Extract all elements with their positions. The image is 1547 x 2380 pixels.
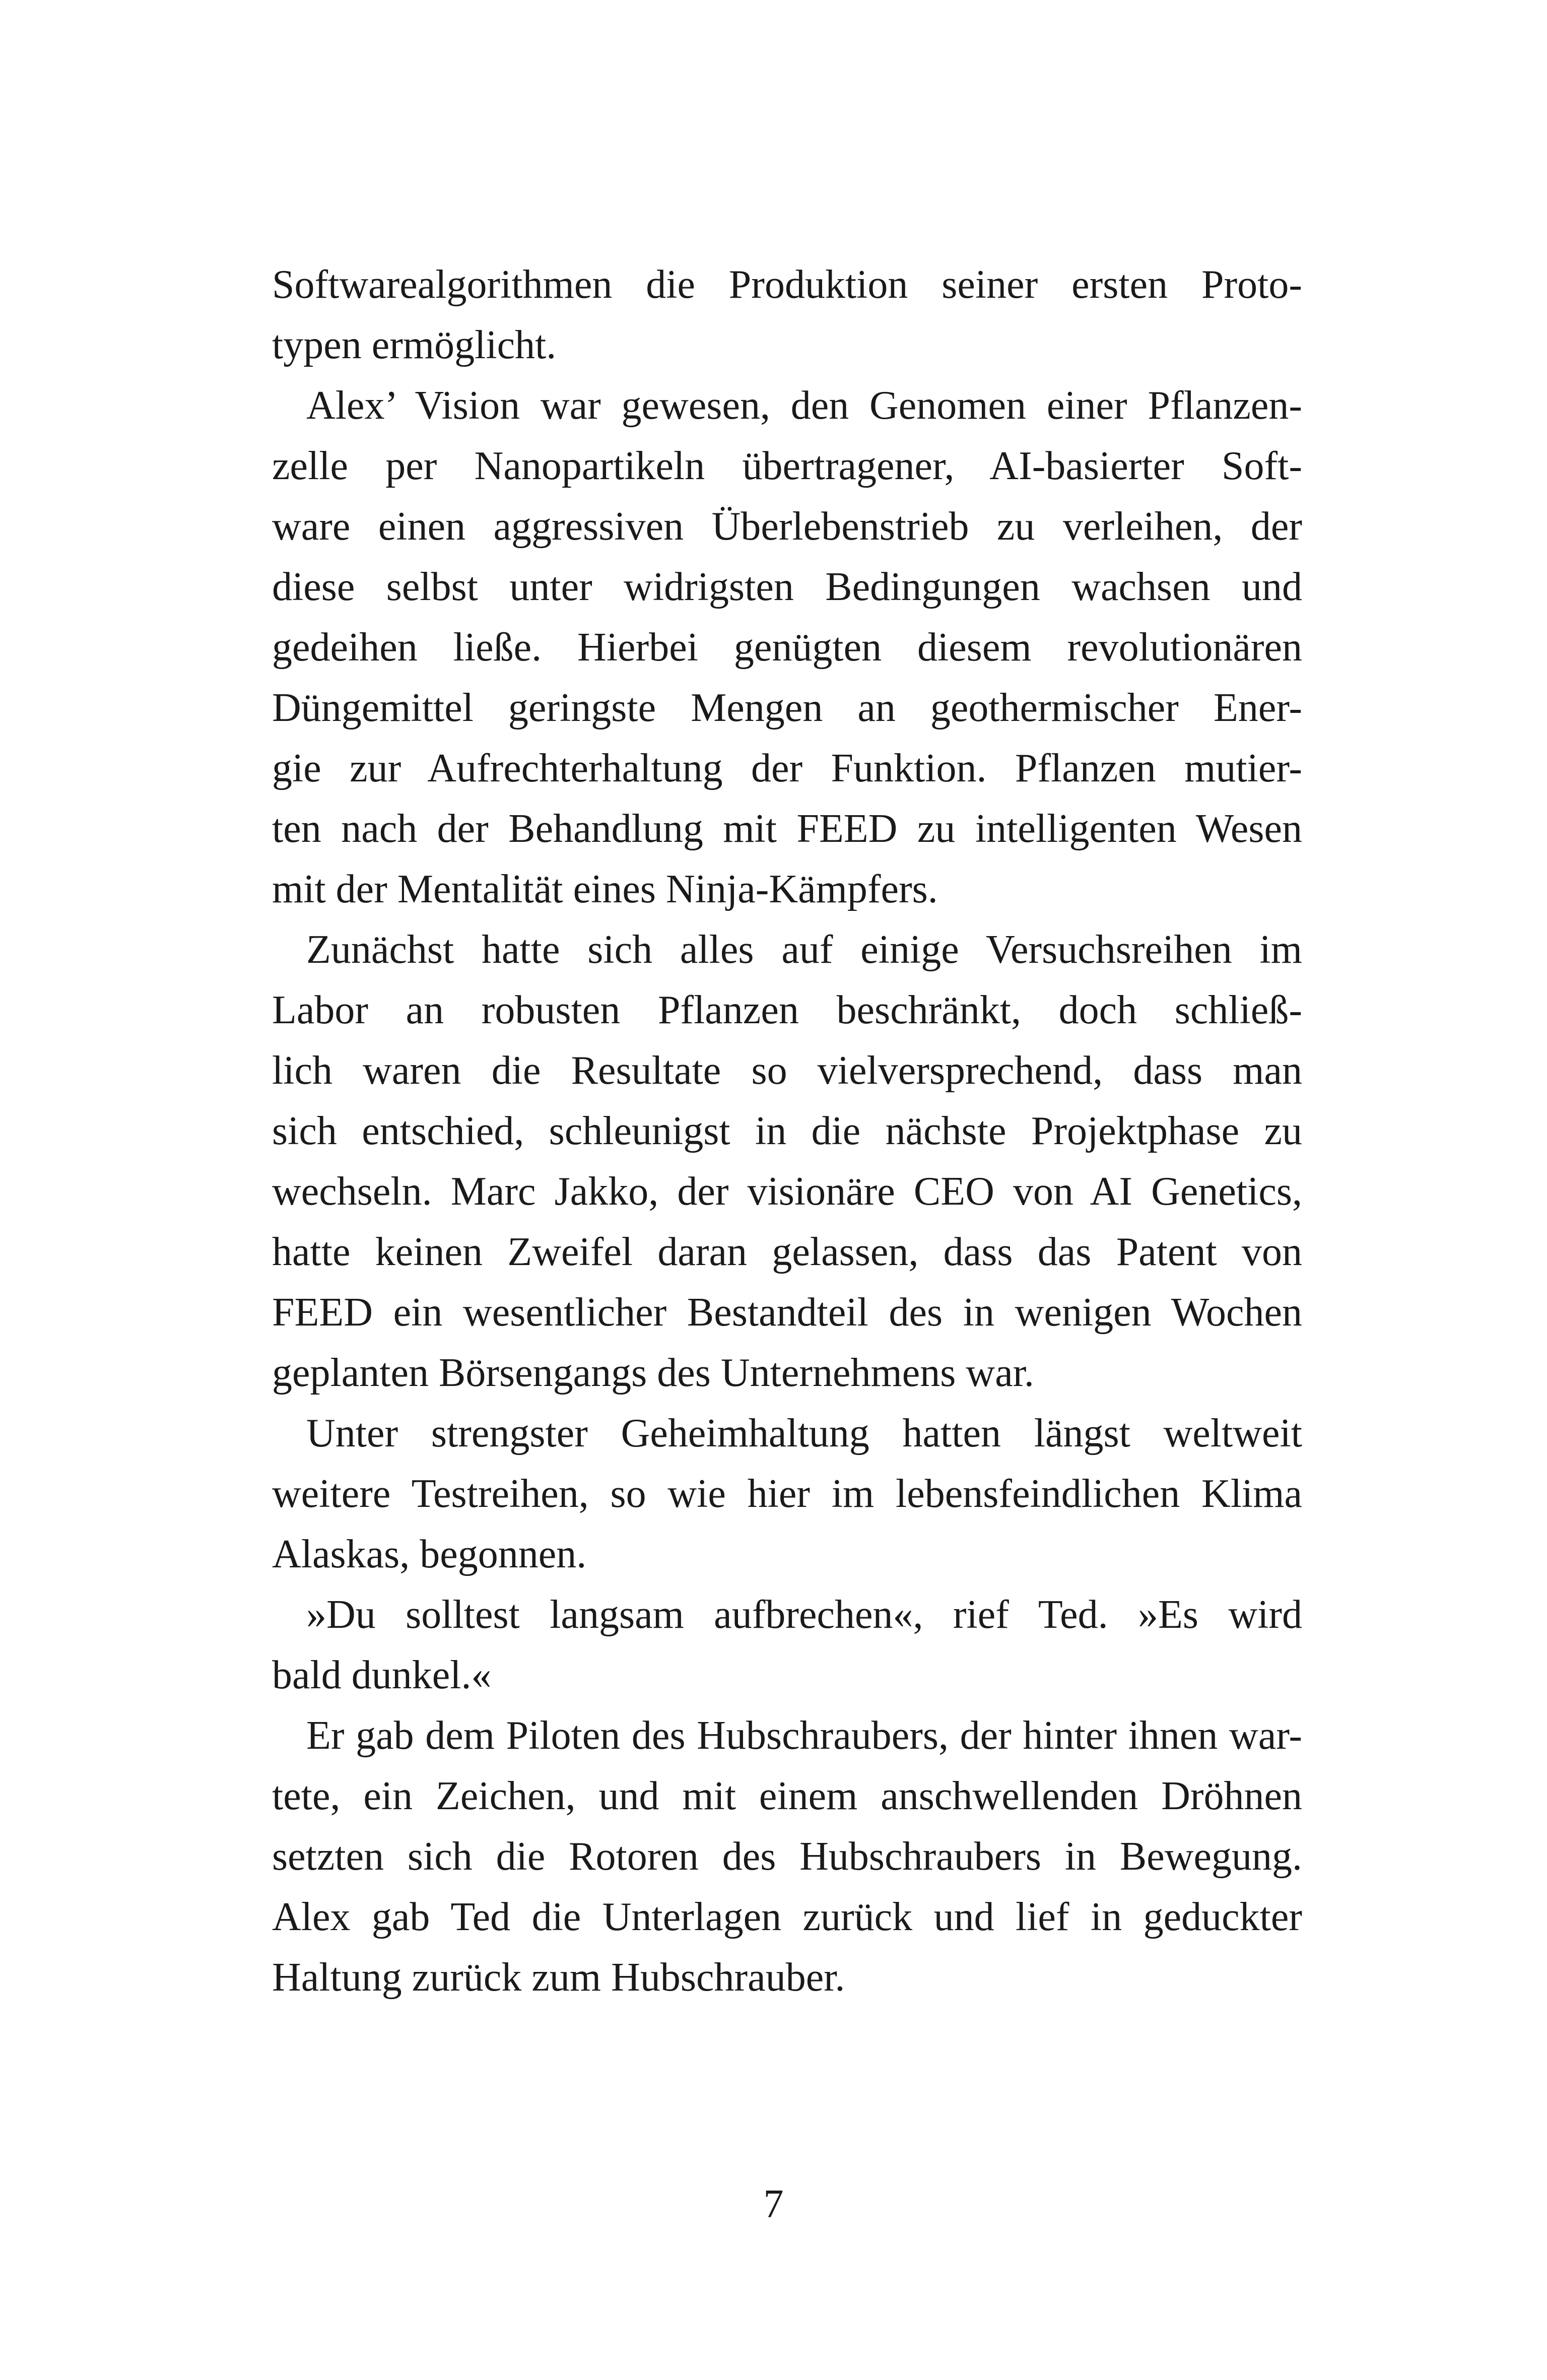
text-line: »Du solltest langsam aufbrechen«, rief Ted. »Es wird xyxy=(306,1593,1302,1637)
text-line: Haltung zurück zum Hubschrauber. xyxy=(272,1955,845,2000)
text-line: Labor an robusten Pflanzen beschränkt, doch schließ- xyxy=(272,988,1302,1032)
text-line: Alex gab Ted die Unterlagen zurück und lief in geduckter xyxy=(272,1895,1302,1939)
text-line: typen ermöglicht. xyxy=(272,323,557,367)
page-number: 7 xyxy=(763,2182,784,2226)
text-line: ware einen aggressiven Überlebenstrieb zu verleihen, der xyxy=(272,504,1302,549)
text-line: zelle per Nanopartikeln übertragener, AI-basierter Soft- xyxy=(272,444,1302,488)
text-line: Alaskas, begonnen. xyxy=(272,1532,587,1576)
text-line: gie zur Aufrechterhaltung der Funktion. Pflanzen mutier- xyxy=(272,746,1302,790)
text-line: Softwarealgorithmen die Produktion seiner ersten Proto- xyxy=(272,262,1302,307)
text-line: Unter strengster Geheimhaltung hatten längst weltweit xyxy=(306,1411,1302,1456)
text-line: wechseln. Marc Jakko, der visionäre CEO von AI Genetics, xyxy=(272,1169,1302,1214)
text-line: hatte keinen Zweifel daran gelassen, dass das Patent von xyxy=(272,1230,1302,1274)
text-line: bald dunkel.« xyxy=(272,1653,492,1697)
text-line: lich waren die Resultate so vielversprechend, dass man xyxy=(272,1048,1302,1093)
text-line: sich entschied, schleunigst in die nächste Projektphase zu xyxy=(272,1109,1302,1153)
text-line: weitere Testreihen, so wie hier im lebensfeindlichen Klima xyxy=(272,1472,1302,1516)
text-line: Zunächst hatte sich alles auf einige Versuchsreihen im xyxy=(306,928,1302,972)
text-line: FEED ein wesentlicher Bestandteil des in wenigen Wochen xyxy=(272,1290,1302,1335)
text-line: gedeihen ließe. Hierbei genügten diesem revolutionären xyxy=(272,625,1302,670)
body-text xyxy=(272,254,1302,2008)
text-line: mit der Mentalität eines Ninja-Kämpfers. xyxy=(272,867,938,911)
text-line: tete, ein Zeichen, und mit einem anschwellenden Dröhnen xyxy=(272,1774,1302,1818)
text-line: Er gab dem Piloten des Hubschraubers, der hinter ihnen war- xyxy=(306,1713,1302,1758)
text-line: Alex’ Vision war gewesen, den Genomen einer Pflanzen- xyxy=(306,383,1302,428)
text-line: setzten sich die Rotoren des Hubschraubers in Bewegung. xyxy=(272,1834,1302,1879)
text-line: geplanten Börsengangs des Unternehmens war. xyxy=(272,1351,1034,1395)
text-line: Düngemittel geringste Mengen an geothermischer Ener- xyxy=(272,686,1302,730)
text-line: diese selbst unter widrigsten Bedingungen wachsen und xyxy=(272,565,1302,609)
text-line: ten nach der Behandlung mit FEED zu intelligenten Wesen xyxy=(272,807,1302,851)
